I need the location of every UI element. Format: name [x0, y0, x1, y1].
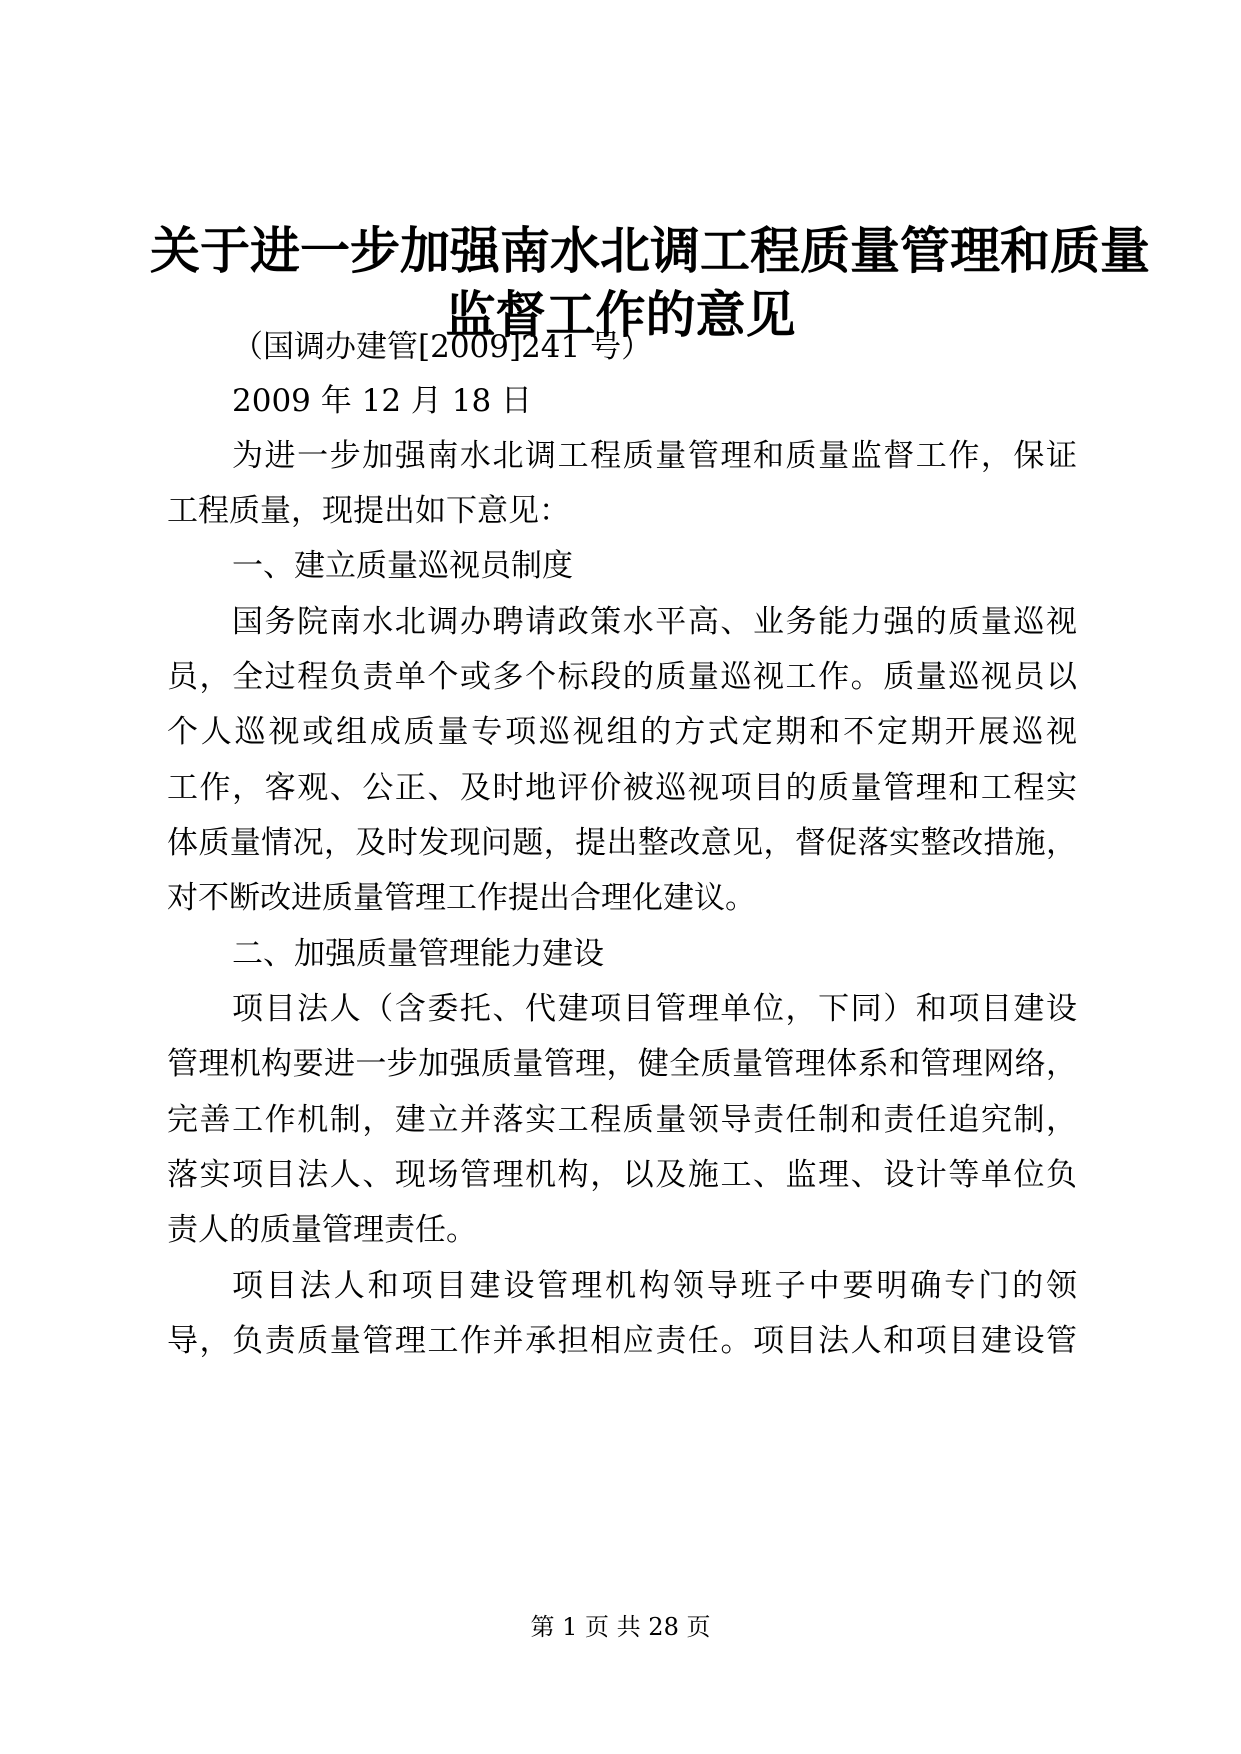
paragraph-line: 完善工作机制，建立并落实工程质量领导责任制和责任追究制， [167, 1102, 1077, 1138]
section-heading: 二、加强质量管理能力建设 [232, 936, 604, 972]
document-title-line-1: 关于进一步加强南水北调工程质量管理和质量 [150, 221, 1150, 280]
paragraph-line: 工作，客观、公正、及时地评价被巡视项目的质量管理和工程实 [167, 770, 1077, 806]
page-footer: 第 1 页 共 28 页 [530, 1613, 711, 1641]
paragraph-line: 对不断改进质量管理工作提出合理化建议。 [167, 880, 756, 916]
paragraph-line: 落实项目法人、现场管理机构，以及施工、监理、设计等单位负 [167, 1157, 1077, 1193]
paragraph-line: 国务院南水北调办聘请政策水平高、业务能力强的质量巡视 [232, 604, 1077, 640]
document-date: 2009 年 12 月 18 日 [232, 383, 533, 419]
paragraph-line: 责人的质量管理责任。 [167, 1212, 477, 1248]
paragraph-line: 为进一步加强南水北调工程质量管理和质量监督工作，保证 [232, 438, 1077, 474]
paragraph-line: 体质量情况，及时发现问题，提出整改意见，督促落实整改措施， [167, 825, 1077, 861]
section-heading: 一、建立质量巡视员制度 [232, 548, 573, 584]
paragraph-line: 管理机构要进一步加强质量管理，健全质量管理体系和管理网络， [167, 1046, 1077, 1082]
paragraph-line: 项目法人和项目建设管理机构领导班子中要明确专门的领 [232, 1268, 1077, 1304]
paragraph-line: 工程质量，现提出如下意见： [167, 493, 570, 529]
document-number: （国调办建管[2009]241 号） [232, 329, 653, 365]
document-title-line-2: 监督工作的意见 [445, 285, 796, 344]
paragraph-line: 项目法人（含委托、代建项目管理单位，下同）和项目建设 [232, 991, 1077, 1027]
paragraph-line: 个人巡视或组成质量专项巡视组的方式定期和不定期开展巡视 [167, 714, 1077, 750]
paragraph-line: 导，负责质量管理工作并承担相应责任。项目法人和项目建设管 [167, 1323, 1077, 1359]
paragraph-line: 员，全过程负责单个或多个标段的质量巡视工作。质量巡视员以 [167, 659, 1077, 695]
